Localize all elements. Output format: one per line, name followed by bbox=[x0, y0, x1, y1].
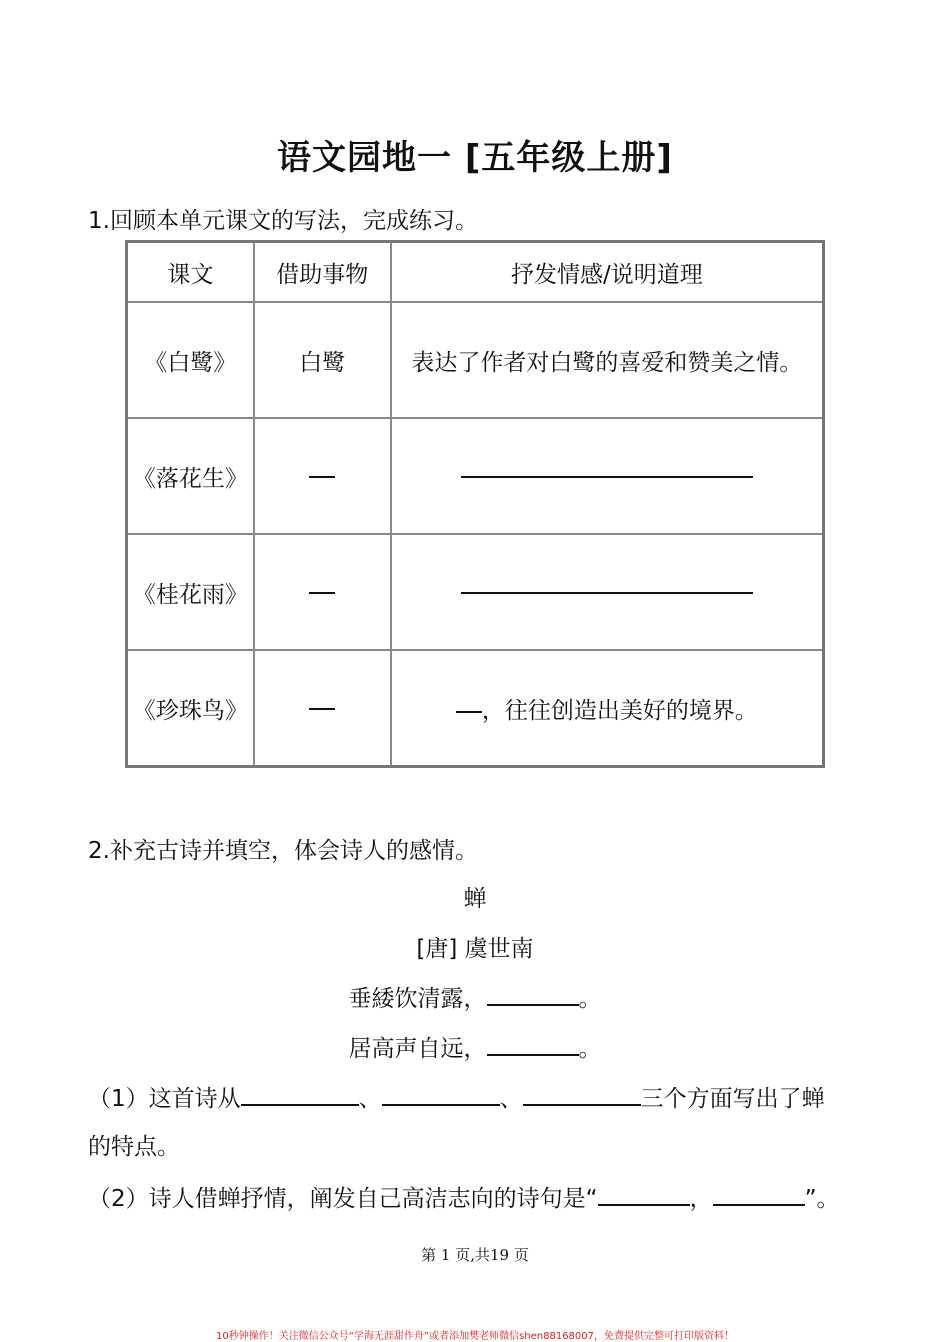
emotion-cell bbox=[391, 418, 824, 534]
answer-blank[interactable] bbox=[487, 1053, 579, 1056]
table-row bbox=[127, 302, 824, 418]
emotion-cell: 表达了作者对白鹭的喜爱和赞美之情。 bbox=[391, 302, 824, 418]
punctuation: 。 bbox=[578, 986, 602, 1012]
text-cell: 《珍珠鸟》 bbox=[127, 650, 254, 767]
object-cell: 白鹭 bbox=[254, 302, 391, 418]
answer-blank[interactable] bbox=[461, 591, 753, 594]
answer-blank[interactable] bbox=[241, 1103, 359, 1106]
answer-blank[interactable] bbox=[523, 1103, 641, 1106]
sub-question-1-continued: 的特点。 bbox=[88, 1134, 180, 1160]
table-row bbox=[127, 650, 824, 767]
punctuation: 、 bbox=[499, 1086, 523, 1112]
sub-question-2 bbox=[88, 1180, 839, 1213]
punctuation: ”。 bbox=[804, 1186, 840, 1212]
header-cell: 借助事物 bbox=[254, 242, 391, 303]
answer-blank[interactable] bbox=[309, 475, 335, 478]
sub-question-text: 三个方面写出了蝉 bbox=[640, 1086, 825, 1112]
object-cell bbox=[254, 418, 391, 534]
answer-blank[interactable] bbox=[487, 1003, 579, 1006]
page-number: 第 1 页,共19 页 bbox=[421, 1246, 529, 1264]
punctuation: ， bbox=[689, 1186, 713, 1212]
question-1-prompt: 1.回顾本单元课文的写法，完成练习。 bbox=[88, 208, 478, 234]
object-cell bbox=[254, 534, 391, 650]
punctuation: 、 bbox=[358, 1086, 382, 1112]
header-cell: 课文 bbox=[127, 242, 254, 303]
table-row bbox=[127, 534, 824, 650]
emotion-suffix: ，往往创造出美好的境界。 bbox=[481, 697, 758, 724]
answer-blank[interactable] bbox=[598, 1203, 690, 1206]
answer-blank[interactable] bbox=[456, 710, 482, 713]
poem-title: 蝉 bbox=[463, 886, 487, 912]
answer-blank[interactable] bbox=[461, 475, 753, 478]
poem-line-text: 垂緌饮清露， bbox=[348, 986, 487, 1012]
sub-question-1 bbox=[88, 1080, 825, 1113]
table-header-row bbox=[127, 242, 824, 303]
table-row bbox=[127, 418, 824, 534]
text-cell: 《落花生》 bbox=[127, 418, 254, 534]
text-cell: 《桂花雨》 bbox=[127, 534, 254, 650]
object-cell bbox=[254, 650, 391, 767]
answer-blank[interactable] bbox=[382, 1103, 500, 1106]
poem-author: [唐] 虞世南 bbox=[416, 936, 534, 962]
answer-blank[interactable] bbox=[309, 591, 335, 594]
text-cell: 《白鹭》 bbox=[127, 302, 254, 418]
poem-line-2 bbox=[0, 1030, 950, 1063]
header-cell: 抒发情感/说明道理 bbox=[391, 242, 824, 303]
punctuation: 。 bbox=[578, 1036, 602, 1062]
exercise-table bbox=[125, 240, 825, 768]
emotion-cell bbox=[391, 534, 824, 650]
sub-question-text: （1）这首诗从 bbox=[88, 1086, 241, 1112]
sub-question-text: （2）诗人借蝉抒情，阐发自己高洁志向的诗句是“ bbox=[88, 1186, 598, 1212]
poem-line-1 bbox=[0, 980, 950, 1013]
emotion-cell bbox=[391, 650, 824, 767]
promo-banner: 10秒钟操作！关注微信公众号“学海无涯甜作舟”或者添加樊老师微信shen88168007，免费提供完整可打印版资料！ bbox=[215, 1331, 735, 1342]
page-title: 语文园地一 [五年级上册] bbox=[277, 138, 673, 178]
answer-blank[interactable] bbox=[713, 1203, 805, 1206]
question-2-prompt: 2.补充古诗并填空，体会诗人的感情。 bbox=[88, 838, 478, 864]
answer-blank[interactable] bbox=[309, 707, 335, 710]
poem-line-text: 居高声自远， bbox=[348, 1036, 487, 1062]
